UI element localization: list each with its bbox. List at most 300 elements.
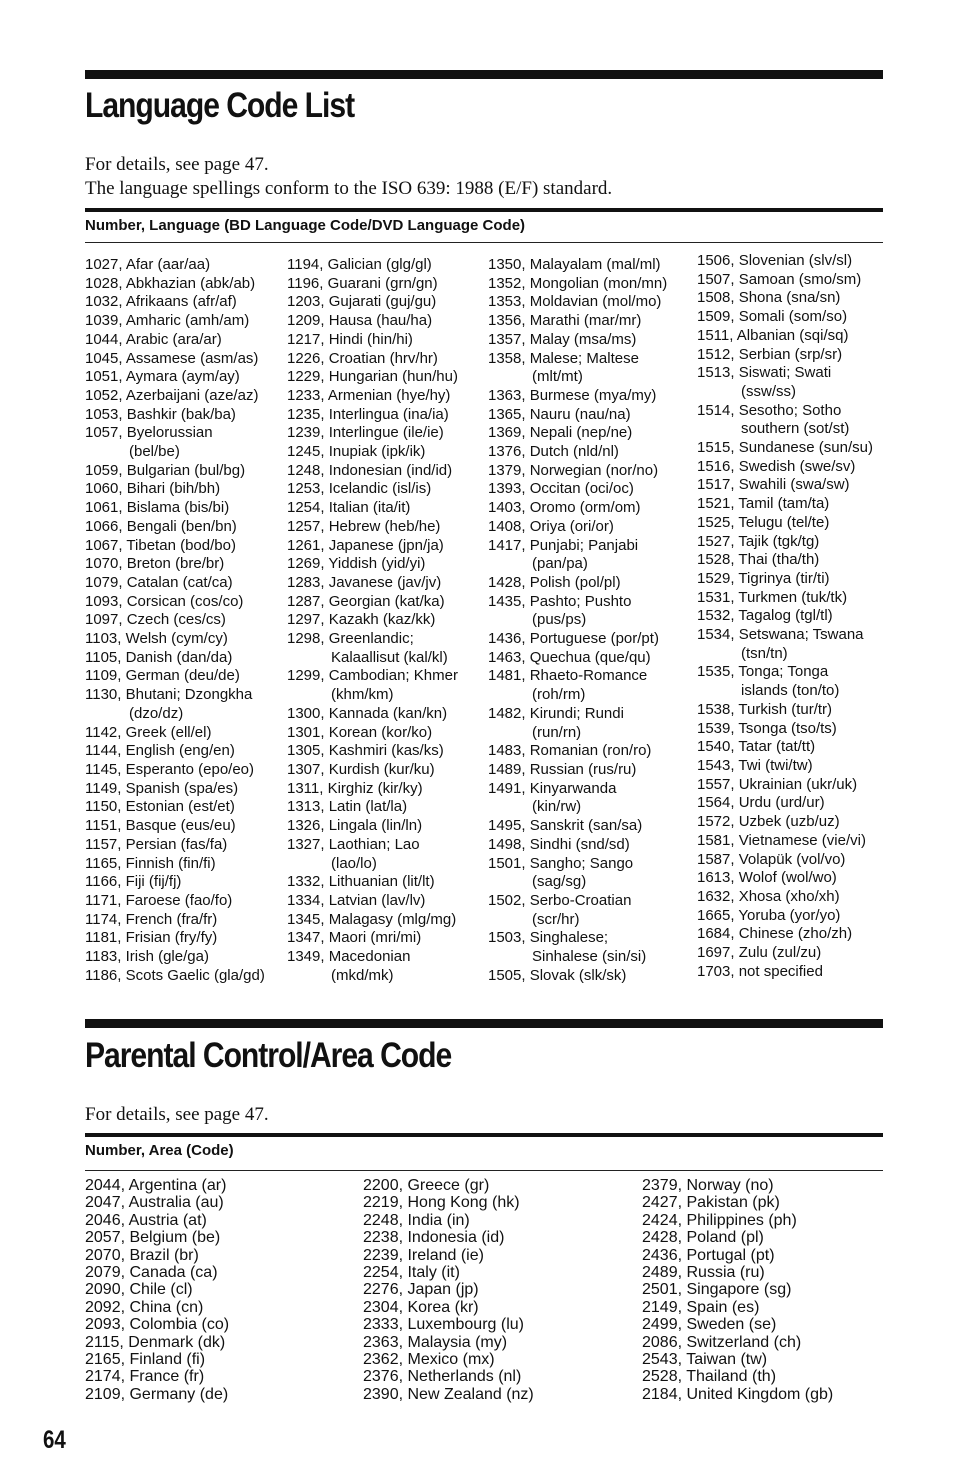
language-entry <box>697 271 873 290</box>
language-entry <box>697 776 873 795</box>
language-entry-text: 1495, Sanskrit (san/sa) <box>488 817 643 835</box>
language-entry-text: 1491, Kinyarwanda <box>488 779 617 797</box>
language-entry <box>697 289 873 308</box>
language-entry-continuation: (mlt/mt) <box>532 368 583 386</box>
language-entry <box>697 402 873 439</box>
language-entry-text: 1061, Bislama (bis/bi) <box>85 499 230 517</box>
language-entry-text: 1417, Punjabi; Panjabi <box>488 536 639 554</box>
language-entry <box>697 439 873 458</box>
language-entry-text: 1572, Uzbek (uzb/uz) <box>697 813 840 831</box>
language-entry-text: 1171, Faroese (fao/fo) <box>85 891 233 909</box>
language-entry <box>287 518 458 537</box>
language-entry <box>85 537 265 556</box>
language-entry <box>287 892 458 911</box>
language-entry <box>287 350 458 369</box>
language-entry-text: 1196, Guarani (grn/gn) <box>287 274 438 292</box>
area-entry: 2090, Chile (cl) <box>85 1281 193 1299</box>
language-entry-text: 1436, Portuguese (por/pt) <box>488 630 659 648</box>
language-entry <box>287 312 458 331</box>
language-entry <box>697 888 873 907</box>
language-entry <box>85 593 265 612</box>
language-entry-text: 1684, Chinese (zho/zh) <box>697 925 853 943</box>
language-entry-text: 1697, Zulu (zul/zu) <box>697 944 822 962</box>
language-entry-continuation: (mkd/mk) <box>331 966 394 984</box>
area-entry: 2086, Switzerland (ch) <box>642 1333 802 1351</box>
language-entry-text: 1357, Malay (msa/ms) <box>488 330 637 348</box>
language-entry-text: 1347, Maori (mri/mi) <box>287 929 422 947</box>
area-entry: 2428, Poland (pl) <box>642 1229 764 1247</box>
language-entry <box>85 873 265 892</box>
language-entry-text: 1248, Indonesian (ind/id) <box>287 461 453 479</box>
language-entry-text: 1150, Estonian (est/et) <box>85 798 235 816</box>
language-entry-continuation: (sag/sg) <box>532 873 587 891</box>
language-entry <box>488 929 667 966</box>
language-entry <box>85 518 265 537</box>
language-entry <box>697 663 873 700</box>
language-entry-text: 1515, Sundanese (sun/su) <box>697 439 873 457</box>
language-entry <box>85 350 265 369</box>
language-entry <box>287 593 458 612</box>
language-entry-text: 1349, Macedonian <box>287 948 411 966</box>
language-entry-text: 1186, Scots Gaelic (gla/gd) <box>85 966 265 984</box>
area-entry: 2489, Russia (ru) <box>642 1264 765 1282</box>
language-entry-text: 1217, Hindi (hin/hi) <box>287 330 413 348</box>
language-entry <box>697 252 873 271</box>
language-entry <box>488 350 667 387</box>
language-entry <box>287 836 458 873</box>
area-entry: 2239, Ireland (ie) <box>363 1246 484 1264</box>
language-entry <box>85 967 265 986</box>
language-entry <box>488 761 667 780</box>
language-entry-text: 1501, Sangho; Sango <box>488 854 634 872</box>
language-entry-text: 1194, Galician (glg/gl) <box>287 256 432 273</box>
area-header-rule-top <box>85 1133 883 1137</box>
language-entry-text: 1511, Albanian (sqi/sq) <box>697 326 849 344</box>
language-entry <box>488 275 667 294</box>
language-entry-text: 1534, Setswana; Tswana <box>697 626 864 644</box>
language-entry <box>287 406 458 425</box>
language-entry <box>85 724 265 743</box>
language-entry <box>287 780 458 799</box>
language-entry <box>697 757 873 776</box>
area-section-title: Parental Control/Area Code <box>85 1036 452 1075</box>
language-entry-text: 1483, Romanian (ron/ro) <box>488 742 652 760</box>
language-entry <box>287 873 458 892</box>
language-entry <box>287 462 458 481</box>
language-entry <box>287 742 458 761</box>
area-header-rule-bottom <box>85 1170 883 1171</box>
language-entry-text: 1527, Tajik (tgk/tg) <box>697 532 820 550</box>
language-intro-line-1: For details, see page 47. <box>85 154 269 175</box>
language-entry-text: 1283, Javanese (jav/jv) <box>287 573 442 591</box>
language-entry <box>85 911 265 930</box>
language-entry-text: 1257, Hebrew (heb/he) <box>287 517 441 535</box>
language-entry-text: 1345, Malagasy (mlg/mg) <box>287 910 457 928</box>
language-entry-continuation: (tsn/tn) <box>741 644 788 662</box>
language-entry-text: 1507, Samoan (smo/sm) <box>697 270 862 288</box>
language-entry <box>488 480 667 499</box>
language-entry <box>287 798 458 817</box>
language-entry-text: 1103, Welsh (cym/cy) <box>85 630 228 648</box>
area-column-1 <box>85 1177 229 1403</box>
language-entry-text: 1145, Esperanto (epo/eo) <box>85 760 255 778</box>
language-entry-text: 1203, Gujarati (guj/gu) <box>287 293 437 311</box>
language-entry <box>85 686 265 723</box>
language-entry-text: 1540, Tatar (tat/tt) <box>697 738 816 756</box>
language-entry-text: 1403, Oromo (orm/om) <box>488 499 641 517</box>
language-entry-text: 1503, Singhalese; <box>488 929 609 947</box>
area-section-rule-top <box>85 1019 883 1028</box>
language-entry <box>85 462 265 481</box>
language-entry <box>287 705 458 724</box>
language-entry <box>697 720 873 739</box>
language-entry <box>287 574 458 593</box>
language-entry <box>488 855 667 892</box>
area-entry: 2046, Austria (at) <box>85 1211 207 1229</box>
language-entry <box>697 738 873 757</box>
language-entry-text: 1051, Aymara (aym/ay) <box>85 368 240 386</box>
language-entry-text: 1174, French (fra/fr) <box>85 910 218 928</box>
language-entry <box>697 963 873 982</box>
language-entry-text: 1564, Urdu (urd/ur) <box>697 794 825 812</box>
area-entry: 2424, Philippines (ph) <box>642 1211 797 1229</box>
language-entry-text: 1253, Icelandic (isl/is) <box>287 480 432 498</box>
language-entry-continuation: (run/rn) <box>532 723 582 741</box>
language-entry <box>488 593 667 630</box>
language-entry-text: 1165, Finnish (fin/fi) <box>85 854 216 872</box>
language-entry <box>287 667 458 704</box>
area-entry: 2115, Denmark (dk) <box>85 1333 226 1351</box>
area-entry: 2543, Taiwan (tw) <box>642 1351 768 1369</box>
language-column-4 <box>697 252 873 981</box>
language-entry <box>697 794 873 813</box>
language-entry-text: 1502, Serbo-Croatian <box>488 891 632 909</box>
area-column-header: Number, Area (Code) <box>85 1142 234 1159</box>
language-entry-text: 1233, Armenian (hye/hy) <box>287 386 451 404</box>
language-entry-text: 1481, Rhaeto-Romance <box>488 667 648 685</box>
area-entry: 2528, Thailand (th) <box>642 1368 777 1386</box>
language-entry-text: 1376, Dutch (nld/nl) <box>488 443 619 461</box>
language-entry <box>488 406 667 425</box>
language-entry-text: 1313, Latin (lat/la) <box>287 798 408 816</box>
language-entry <box>488 387 667 406</box>
area-entry: 2436, Portugal (pt) <box>642 1246 775 1264</box>
area-entry: 2362, Mexico (mx) <box>363 1351 495 1369</box>
language-entry-text: 1353, Moldavian (mol/mo) <box>488 293 662 311</box>
language-entry <box>85 929 265 948</box>
language-entry <box>697 701 873 720</box>
language-entry-text: 1053, Bashkir (bak/ba) <box>85 405 236 423</box>
language-entry-text: 1393, Occitan (oci/oc) <box>488 480 634 498</box>
language-entry-text: 1142, Greek (ell/el) <box>85 723 212 741</box>
language-entry <box>697 589 873 608</box>
language-entry <box>697 832 873 851</box>
language-entry-text: 1365, Nauru (nau/na) <box>488 405 631 423</box>
language-entry-text: 1539, Tsonga (tso/ts) <box>697 719 837 737</box>
area-entry: 2093, Colombia (co) <box>85 1316 230 1334</box>
language-column-header: Number, Language (BD Language Code/DVD Language Code) <box>85 217 526 234</box>
language-entry <box>85 817 265 836</box>
language-entry <box>488 312 667 331</box>
language-entry-text: 1703, not specified <box>697 962 823 980</box>
language-entry-text: 1226, Croatian (hrv/hr) <box>287 349 438 367</box>
language-entry-text: 1097, Czech (ces/cs) <box>85 611 226 629</box>
language-entry <box>697 626 873 663</box>
area-entry: 2276, Japan (jp) <box>363 1281 479 1299</box>
language-entry-text: 1300, Kannada (kan/kn) <box>287 704 448 722</box>
language-entry <box>488 443 667 462</box>
area-entry: 2079, Canada (ca) <box>85 1264 218 1282</box>
language-entry <box>85 948 265 967</box>
language-entry-text: 1506, Slovenian (slv/sl) <box>697 252 853 269</box>
area-entry: 2047, Australia (au) <box>85 1194 224 1212</box>
area-column-3 <box>642 1177 833 1403</box>
language-column-1 <box>85 256 265 985</box>
language-entry <box>488 256 667 275</box>
language-entry-text: 1326, Lingala (lin/ln) <box>287 817 423 835</box>
area-intro-line: For details, see page 47. <box>85 1104 269 1125</box>
language-entry-text: 1463, Quechua (que/qu) <box>488 648 651 666</box>
language-entry <box>287 948 458 985</box>
language-entry <box>85 836 265 855</box>
language-entry-text: 1334, Latvian (lav/lv) <box>287 891 426 909</box>
language-entry-text: 1498, Sindhi (snd/sd) <box>488 835 630 853</box>
language-entry-text: 1514, Sesotho; Sotho <box>697 401 842 419</box>
language-entry-text: 1044, Arabic (ara/ar) <box>85 330 222 348</box>
language-entry-continuation: (pan/pa) <box>532 555 588 573</box>
language-entry-text: 1379, Norwegian (nor/no) <box>488 461 659 479</box>
language-entry-text: 1482, Kirundi; Rundi <box>488 704 624 722</box>
language-entry-text: 1538, Turkish (tur/tr) <box>697 700 833 718</box>
page-number: 64 <box>43 1426 66 1454</box>
language-entry <box>85 855 265 874</box>
language-entry <box>488 892 667 929</box>
language-entry-text: 1149, Spanish (spa/es) <box>85 779 239 797</box>
language-entry <box>85 798 265 817</box>
language-entry-text: 1105, Danish (dan/da) <box>85 648 233 666</box>
language-entry-text: 1356, Marathi (mar/mr) <box>488 312 642 330</box>
language-entry-text: 1311, Kirghiz (kir/ky) <box>287 779 423 797</box>
language-entry <box>697 813 873 832</box>
language-entry <box>488 667 667 704</box>
language-entry <box>85 331 265 350</box>
language-entry-text: 1157, Persian (fas/fa) <box>85 835 228 853</box>
language-entry-text: 1505, Slovak (slk/sk) <box>488 966 627 984</box>
language-entry <box>287 761 458 780</box>
language-entry-text: 1298, Greenlandic; <box>287 630 414 648</box>
language-entry-text: 1369, Nepali (nep/ne) <box>488 424 633 442</box>
language-entry-continuation: (kin/rw) <box>532 798 582 816</box>
language-entry <box>488 967 667 986</box>
language-entry <box>287 724 458 743</box>
language-entry <box>85 499 265 518</box>
language-entry-text: 1151, Basque (eus/eu) <box>85 817 236 835</box>
language-entry <box>85 424 265 461</box>
language-entry-text: 1435, Pashto; Pushto <box>488 592 632 610</box>
language-entry <box>85 742 265 761</box>
language-entry-text: 1261, Japanese (jpn/ja) <box>287 536 444 554</box>
language-entry <box>287 537 458 556</box>
area-entry: 2333, Luxembourg (lu) <box>363 1316 524 1334</box>
language-entry <box>287 368 458 387</box>
language-entry <box>488 537 667 574</box>
language-entry <box>287 275 458 294</box>
language-entry-text: 1665, Yoruba (yor/yo) <box>697 906 841 924</box>
language-entry-text: 1297, Kazakh (kaz/kk) <box>287 611 436 629</box>
language-entry <box>697 851 873 870</box>
language-entry <box>697 944 873 963</box>
language-entry-text: 1166, Fiji (fij/fj) <box>85 873 182 891</box>
language-entry-text: 1209, Hausa (hau/ha) <box>287 312 433 330</box>
language-entry-text: 1517, Swahili (swa/sw) <box>697 476 850 494</box>
language-intro-line-2: The language spellings conform to the ISO 639: 1988 (E/F) standard. <box>85 178 613 199</box>
language-entry-text: 1032, Afrikaans (afr/af) <box>85 293 237 311</box>
language-entry-text: 1557, Ukrainian (ukr/uk) <box>697 775 858 793</box>
language-entry-text: 1269, Yiddish (yid/yi) <box>287 555 426 573</box>
language-entry <box>488 462 667 481</box>
language-entry <box>488 518 667 537</box>
language-entry-text: 1060, Bihari (bih/bh) <box>85 480 221 498</box>
language-entry-text: 1067, Tibetan (bod/bo) <box>85 536 236 554</box>
area-entry: 2219, Hong Kong (hk) <box>363 1194 520 1212</box>
language-entry-continuation: (dzo/dz) <box>129 704 184 722</box>
language-entry <box>85 780 265 799</box>
language-entry-text: 1027, Afar (aar/aa) <box>85 256 211 273</box>
language-entry <box>287 499 458 518</box>
language-entry-text: 1352, Mongolian (mon/mn) <box>488 274 668 292</box>
language-entry-text: 1181, Frisian (fry/fy) <box>85 929 218 947</box>
language-entry-text: 1235, Interlingua (ina/ia) <box>287 405 449 423</box>
language-entry-text: 1130, Bhutani; Dzongkha <box>85 686 253 704</box>
language-entry-text: 1512, Serbian (srp/sr) <box>697 345 843 363</box>
language-entry <box>697 869 873 888</box>
area-entry: 2427, Pakistan (pk) <box>642 1194 780 1212</box>
area-entry: 2109, Germany (de) <box>85 1385 229 1403</box>
language-entry <box>697 533 873 552</box>
language-entry <box>488 499 667 518</box>
area-entry: 2149, Spain (es) <box>642 1298 760 1316</box>
section-rule-top <box>85 70 883 79</box>
language-entry <box>488 331 667 350</box>
language-entry-text: 1079, Catalan (cat/ca) <box>85 573 233 591</box>
language-entry-text: 1301, Korean (kor/ko) <box>287 723 433 741</box>
language-entry-continuation: (pus/ps) <box>532 611 587 629</box>
language-entry-text: 1093, Corsican (cos/co) <box>85 592 244 610</box>
language-entry <box>85 649 265 668</box>
language-entry-continuation: Kalaallisut (kal/kl) <box>331 648 448 666</box>
language-entry <box>85 387 265 406</box>
language-entry-text: 1305, Kashmiri (kas/ks) <box>287 742 444 760</box>
language-entry-text: 1287, Georgian (kat/ka) <box>287 592 445 610</box>
language-entry <box>85 293 265 312</box>
language-entry <box>85 406 265 425</box>
language-entry-continuation: (bel/be) <box>129 443 180 461</box>
language-entry-text: 1581, Vietnamese (vie/vi) <box>697 831 866 849</box>
area-entry: 2092, China (cn) <box>85 1298 204 1316</box>
area-column-2 <box>363 1177 534 1403</box>
language-entry <box>697 346 873 365</box>
language-entry <box>697 907 873 926</box>
area-entry: 2057, Belgium (be) <box>85 1229 221 1247</box>
language-entry <box>85 368 265 387</box>
language-entry <box>697 458 873 477</box>
language-header-rule-top <box>85 208 883 212</box>
language-column-2 <box>287 256 458 985</box>
language-entry-text: 1535, Tonga; Tonga <box>697 663 829 681</box>
language-entry <box>85 892 265 911</box>
language-entry-text: 1363, Burmese (mya/my) <box>488 386 657 404</box>
language-entry-text: 1489, Russian (rus/ru) <box>488 760 637 778</box>
language-entry-continuation: (roh/rm) <box>532 686 586 704</box>
language-entry <box>287 443 458 462</box>
language-entry <box>488 649 667 668</box>
area-entry: 2184, United Kingdom (gb) <box>642 1385 834 1403</box>
language-entry <box>287 480 458 499</box>
language-entry-text: 1525, Telugu (tel/te) <box>697 513 830 531</box>
language-entry <box>488 424 667 443</box>
language-entry-text: 1299, Cambodian; Khmer <box>287 667 458 685</box>
language-entry-text: 1543, Twi (twi/tw) <box>697 756 813 774</box>
language-entry-text: 1239, Interlingue (ile/ie) <box>287 424 444 442</box>
language-entry <box>697 476 873 495</box>
area-entry: 2379, Norway (no) <box>642 1177 774 1194</box>
language-entry <box>287 911 458 930</box>
language-entry-text: 1521, Tamil (tam/ta) <box>697 495 830 513</box>
language-entry-text: 1516, Swedish (swe/sv) <box>697 457 856 475</box>
language-entry-text: 1528, Thai (tha/th) <box>697 551 820 569</box>
language-entry <box>287 817 458 836</box>
language-entry-continuation: (ssw/ss) <box>741 382 796 400</box>
language-entry-text: 1057, Byelorussian <box>85 424 213 442</box>
language-entry <box>287 611 458 630</box>
area-entry: 2363, Malaysia (my) <box>363 1333 508 1351</box>
language-entry-text: 1532, Tagalog (tgl/tl) <box>697 607 833 625</box>
language-entry <box>697 570 873 589</box>
language-entry <box>85 761 265 780</box>
language-entry <box>287 555 458 574</box>
language-header-rule-bottom <box>85 242 883 243</box>
language-entry <box>488 293 667 312</box>
language-entry <box>287 630 458 667</box>
language-entry <box>287 293 458 312</box>
language-entry <box>85 256 265 275</box>
language-entry-text: 1327, Laothian; Lao <box>287 835 420 853</box>
area-entry: 2174, France (fr) <box>85 1368 205 1386</box>
language-entry-text: 1408, Oriya (ori/or) <box>488 517 614 535</box>
language-entry <box>697 551 873 570</box>
language-entry <box>85 667 265 686</box>
language-entry <box>697 495 873 514</box>
language-entry-continuation: islands (ton/to) <box>741 682 840 700</box>
language-entry-text: 1254, Italian (ita/it) <box>287 499 411 517</box>
language-entry-text: 1245, Inupiak (ipk/ik) <box>287 443 426 461</box>
language-entry-text: 1509, Somali (som/so) <box>697 308 848 326</box>
area-entry: 2165, Finland (fi) <box>85 1351 206 1369</box>
language-entry-continuation: Sinhalese (sin/si) <box>532 948 647 966</box>
language-entry-continuation: (lao/lo) <box>331 854 377 872</box>
language-entry <box>287 256 458 275</box>
language-entry-text: 1229, Hungarian (hun/hu) <box>287 368 458 386</box>
language-entry <box>697 364 873 401</box>
language-entry <box>488 836 667 855</box>
language-entry-text: 1070, Breton (bre/br) <box>85 555 225 573</box>
language-entry <box>85 611 265 630</box>
area-entry: 2304, Korea (kr) <box>363 1298 479 1316</box>
language-entry <box>287 424 458 443</box>
language-column-3 <box>488 256 667 985</box>
language-entry-text: 1039, Amharic (amh/am) <box>85 312 250 330</box>
language-entry-text: 1307, Kurdish (kur/ku) <box>287 760 435 778</box>
